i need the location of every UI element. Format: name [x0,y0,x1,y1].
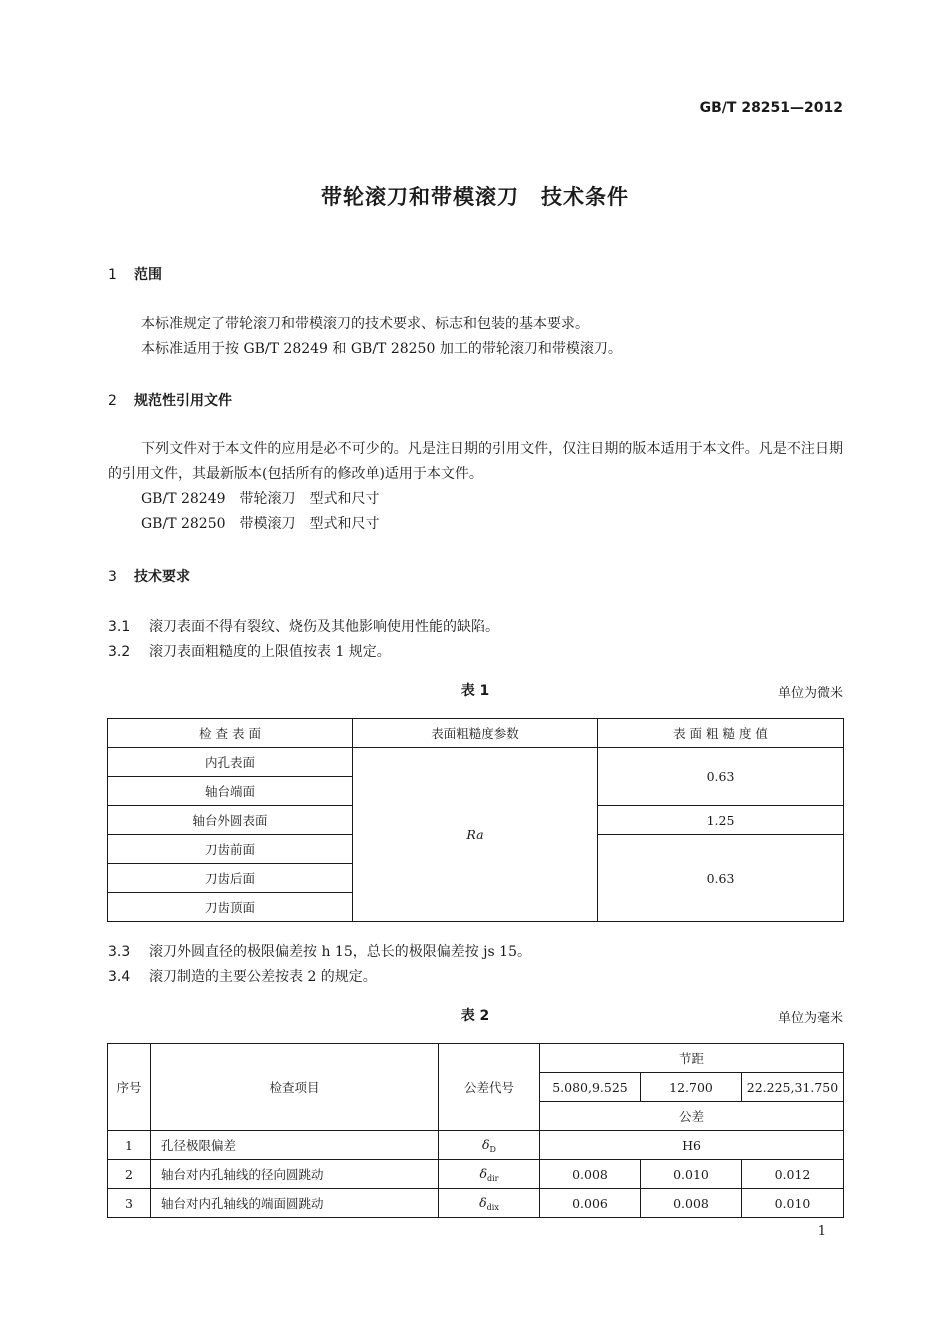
page-number: 1 [817,1224,826,1239]
table-row [108,1189,844,1218]
tolerance-cell: 0.012 [742,1160,844,1189]
row-number: 1 [108,1131,151,1160]
section-number: 3 [108,569,117,585]
code-subscript: dix [486,1202,499,1212]
table-row [108,1160,844,1189]
section-title: 范围 [134,267,162,283]
section-title: 规范性引用文件 [134,393,232,409]
clause-number: 3.4 [108,969,131,985]
delta-symbol: δ [482,1136,490,1152]
clause-3-1 [108,616,499,636]
section-2-paragraph: 下列文件对于本文件的应用是必不可少的。凡是注日期的引用文件，仅注日期的版本适用于本文件。凡是不注日期的引用文件，其最新版本(包括所有的修改单)适用于本文件。 [108,441,843,482]
section-1-heading [108,264,162,284]
surface-cell: 轴台外圆表面 [108,806,353,835]
surface-cell: 内孔表面 [108,748,353,777]
pitch-header: 5.080,9.525 [540,1073,641,1102]
clause-text: 滚刀表面不得有裂纹、烧伤及其他影响使用性能的缺陷。 [149,619,499,635]
value-cell: 1.25 [598,806,844,835]
section-1-paragraph-2: 本标准适用于按 GB/T 28249 和 GB/T 28250 加工的带轮滚刀和带模滚刀。 [141,341,622,357]
normative-reference: GB/T 28249 带轮滚刀 型式和尺寸 [141,491,380,507]
clause-text: 滚刀表面粗糙度的上限值按表 1 规定。 [149,644,391,660]
delta-symbol: δ [479,1194,487,1210]
item-cell: 孔径极限偏差 [151,1131,439,1160]
section-title: 技术要求 [134,569,190,585]
table-2 [107,1043,844,1218]
surface-cell: 刀齿前面 [108,835,353,864]
document-title: 带轮滚刀和带模滚刀 技术条件 [321,185,629,209]
table-row [108,1131,844,1160]
table-2-title: 表 2 [460,1008,490,1024]
column-header: 公差代号 [439,1044,540,1131]
clause-3-3 [108,941,531,961]
tolerance-cell: 0.010 [742,1189,844,1218]
row-number: 2 [108,1160,151,1189]
section-number: 2 [108,393,117,409]
table-header-row [108,1044,844,1073]
code-subscript: dir [487,1173,499,1183]
tolerance-cell: 0.008 [540,1160,641,1189]
table-row [108,748,844,777]
parameter-cell: Ra [353,748,598,922]
clause-number: 3.1 [108,619,131,635]
table-1-unit: 单位为微米 [777,686,843,701]
table-1-title: 表 1 [460,683,490,699]
delta-symbol: δ [479,1165,487,1181]
surface-cell: 刀齿后面 [108,864,353,893]
pitch-header: 22.225,31.750 [742,1073,844,1102]
code-cell [439,1189,540,1218]
clause-text: 滚刀外圆直径的极限偏差按 h 15，总长的极限偏差按 js 15。 [149,944,531,960]
normative-reference: GB/T 28250 带模滚刀 型式和尺寸 [141,516,380,532]
table-1 [107,718,844,922]
item-cell: 轴台对内孔轴线的端面圆跳动 [151,1189,439,1218]
standard-code: GB/T 28251—2012 [699,100,843,116]
table-2-unit: 单位为毫米 [777,1011,843,1026]
column-header: 检 查 表 面 [108,719,353,748]
surface-cell: 刀齿顶面 [108,893,353,922]
surface-cell: 轴台端面 [108,777,353,806]
code-cell [439,1131,540,1160]
section-2-heading [108,390,232,410]
tolerance-cell: 0.006 [540,1189,641,1218]
column-header: 检查项目 [151,1044,439,1131]
column-header: 表 面 粗 糙 度 值 [598,719,844,748]
clause-3-4 [108,966,377,986]
code-cell [439,1160,540,1189]
table-header-row [108,719,844,748]
column-header: 序号 [108,1044,151,1131]
tolerance-cell: 0.010 [641,1160,742,1189]
column-header: 公差 [540,1102,844,1131]
clause-text: 滚刀制造的主要公差按表 2 的规定。 [149,969,377,985]
clause-number: 3.2 [108,644,131,660]
pitch-header: 12.700 [641,1073,742,1102]
value-cell: 0.63 [598,835,844,922]
section-number: 1 [108,267,117,283]
value-cell: 0.63 [598,748,844,806]
row-number: 3 [108,1189,151,1218]
column-header: 节距 [540,1044,844,1073]
section-3-heading [108,566,190,586]
code-subscript: D [489,1144,496,1154]
tolerance-cell: H6 [540,1131,844,1160]
clause-number: 3.3 [108,944,131,960]
section-1-paragraph-1: 本标准规定了带轮滚刀和带模滚刀的技术要求、标志和包装的基本要求。 [141,316,589,332]
clause-3-2 [108,641,391,661]
item-cell: 轴台对内孔轴线的径向圆跳动 [151,1160,439,1189]
tolerance-cell: 0.008 [641,1189,742,1218]
column-header: 表面粗糙度参数 [353,719,598,748]
